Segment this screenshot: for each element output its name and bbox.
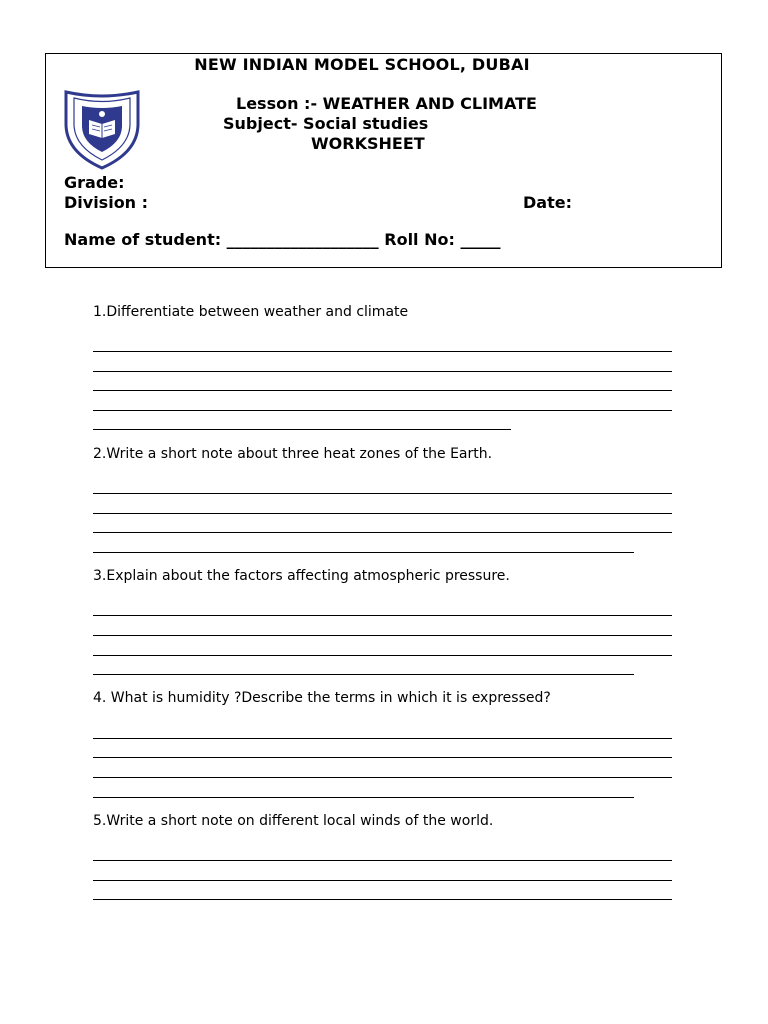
worksheet-title: WORKSHEET [311,134,425,153]
student-name-roll-line: Name of student: ___________________ Roll No: _____ [64,230,501,249]
answer-line [93,635,672,636]
answer-line [93,655,672,656]
answer-line [93,390,672,391]
answer-line [93,410,672,411]
answer-line [93,552,634,553]
answer-line [93,674,634,675]
grade-label: Grade: [64,173,125,192]
answer-line [93,371,672,372]
question-1: 1.Differentiate between weather and climate [93,304,409,320]
division-label: Division : [64,193,149,212]
worksheet-header [45,53,722,268]
lesson-title: Lesson :- WEATHER AND CLIMATE [236,94,537,113]
question-3: 3.Explain about the factors affecting atmospheric pressure. [93,568,510,584]
answer-line [93,429,511,430]
answer-line [93,532,672,533]
answer-line [93,880,672,881]
question-5: 5.Write a short note on different local winds of the world. [93,813,494,829]
school-name: NEW INDIAN MODEL SCHOOL, DUBAI [194,55,530,74]
answer-line [93,493,672,494]
answer-line [93,860,672,861]
answer-line [93,513,672,514]
answer-line [93,738,672,739]
answer-line [93,777,672,778]
answer-line [93,351,672,352]
answer-line [93,757,672,758]
answer-line [93,615,672,616]
date-label: Date: [523,193,572,212]
answer-line [93,899,672,900]
answer-line [93,797,634,798]
question-4: 4. What is humidity ?Describe the terms in which it is expressed? [93,690,551,706]
subject-title: Subject- Social studies [223,114,429,133]
question-2: 2.Write a short note about three heat zones of the Earth. [93,446,493,462]
school-crest-icon [62,88,142,170]
